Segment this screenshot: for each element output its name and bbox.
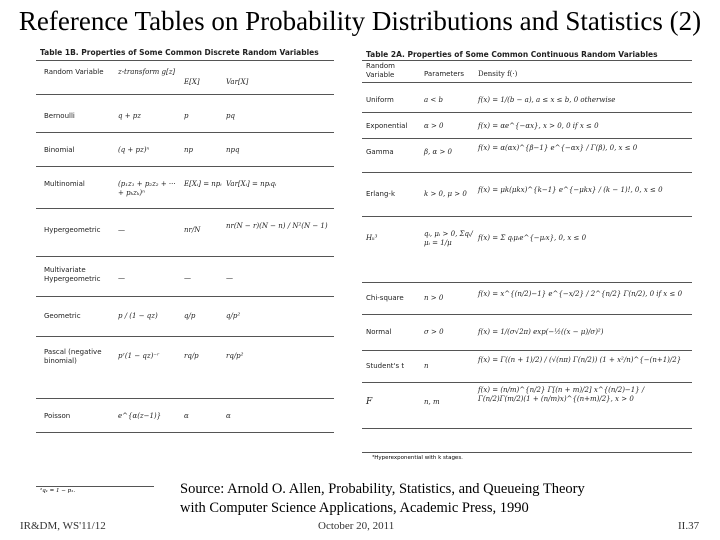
table-row-label: Student's t — [366, 362, 405, 370]
table-row-density: f(x) = 1/(σ√2π) exp(−½((x − μ)/σ)²) — [478, 328, 604, 336]
table-row-variance: q/p² — [226, 312, 241, 320]
table-row-variance: npq — [226, 146, 240, 154]
table-row-label: F — [366, 397, 373, 407]
table-row-transform: e^{α(z−1)} — [118, 412, 162, 420]
table-row-params: σ > 0 — [424, 328, 444, 336]
table-row-params: n, m — [424, 398, 440, 406]
source-line-2: with Computer Science Applications, Academic Press, 1990 — [180, 500, 529, 516]
header-variance: Var[X] — [226, 78, 249, 86]
table-row-params: a < b — [424, 96, 443, 104]
header-random-variable: Random Variable — [366, 62, 395, 79]
table-row-params: n > 0 — [424, 294, 444, 302]
table-row-label: Bernoulli — [44, 112, 75, 120]
table-row-mean: α — [184, 412, 189, 420]
header-z-transform: z-transform g[z] — [118, 68, 176, 76]
table-row-label: Geometric — [44, 312, 81, 320]
table-1b-caption: Table 1B. Properties of Some Common Discrete Random Variables — [40, 48, 319, 57]
table-row-transform: (q + pz)ⁿ — [118, 146, 150, 154]
table-row-label: Binomial — [44, 146, 75, 154]
table-row-density: f(x) = μk(μkx)^{k−1} e^{−μkx} / (k − 1)!, 0, x ≤ 0 — [478, 186, 663, 194]
table-2a-caption: Table 2A. Properties of Some Common Continuous Random Variables — [366, 50, 658, 59]
table-row-params: β, α > 0 — [424, 148, 452, 156]
table-row-density: f(x) = α(αx)^{β−1} e^{−αx} / Γ(β), 0, x ≤ 0 — [478, 144, 638, 152]
table-row-label: Hypergeometric — [44, 226, 101, 234]
table-row-label: Poisson — [44, 412, 71, 420]
source-line-1: Source: Arnold O. Allen, Probability, Statistics, and Queueing Theory — [180, 481, 585, 497]
table-row-variance: pq — [226, 112, 235, 120]
table-row-density: f(x) = 1/(b − a), a ≤ x ≤ b, 0 otherwise — [478, 96, 616, 104]
table-row-label: Multivariate Hypergeometric — [44, 266, 101, 283]
table-row-label: Exponential — [366, 122, 408, 130]
table-row-mean: rq/p — [184, 352, 199, 360]
table-row-variance: α — [226, 412, 231, 420]
table-row-mean: np — [184, 146, 193, 154]
table-row-label: Uniform — [366, 96, 394, 104]
table-1b-footnote: ²q₁ = 1 − p₁. — [40, 488, 76, 494]
table-row-params: qᵢ, μᵢ > 0, Σqᵢ/μᵢ = 1/μ — [424, 230, 473, 247]
table-row-transform: p / (1 − qz) — [118, 312, 158, 320]
table-row-density: f(x) = x^{(n/2)−1} e^{−x/2} / 2^{n/2} Γ(n/2), 0 if x ≤ 0 — [478, 290, 683, 298]
table-row-transform: (p₁z₁ + p₂z₂ + ··· + pₖzₖ)ⁿ — [118, 180, 176, 197]
table-row-density: f(x) = (n/m)^{n/2} Γ[(n + m)/2] x^{(n/2)−1} / Γ(n/2)Γ(m/2)(1 + (n/m)x)^{(n+m)/2}, x > 0 — [478, 386, 645, 403]
table-row-mean: — — [184, 274, 191, 282]
table-row-mean: q/p — [184, 312, 196, 320]
footer-course: IR&DM, WS'11/12 — [20, 520, 106, 532]
table-row-mean: E[Xᵢ] = npᵢ — [184, 180, 222, 188]
table-row-mean: p — [184, 112, 189, 120]
footer-page-number: II.37 — [678, 520, 700, 532]
discrete-distributions-table — [36, 46, 334, 446]
table-2a-footnote: ³Hyperexponential with k stages. — [372, 455, 463, 461]
table-row-density: f(x) = Σ qᵢμᵢe^{−μᵢx}, 0, x ≤ 0 — [478, 234, 587, 242]
table-row-label: Multinomial — [44, 180, 85, 188]
table-row-variance: rq/p² — [226, 352, 244, 360]
table-row-label: Chi-square — [366, 294, 404, 302]
table-row-transform: pʳ(1 − qz)⁻ʳ — [118, 352, 160, 360]
header-parameters: Parameters — [424, 70, 465, 78]
source-citation — [180, 480, 585, 518]
table-row-density: f(x) = αe^{−αx}, x > 0, 0 if x ≤ 0 — [478, 122, 599, 130]
table-row-params: n — [424, 362, 429, 370]
header-density: Density f(·) — [478, 70, 518, 78]
table-row-variance: — — [226, 274, 233, 282]
table-row-params: α > 0 — [424, 122, 444, 130]
table-row-transform: — — [118, 274, 125, 282]
header-random-variable: Random Variable — [44, 68, 104, 76]
table-row-mean: nr/N — [184, 226, 201, 234]
table-row-variance: Var[Xᵢ] = npᵢqᵢ — [226, 180, 277, 188]
slide-title: Reference Tables on Probability Distributions and Statistics (2) — [18, 6, 702, 36]
footer-date: October 20, 2011 — [318, 520, 395, 532]
table-row-density: f(x) = Γ((n + 1)/2) / (√(nπ) Γ(n/2)) (1 + x²/n)^{−(n+1)/2} — [478, 356, 682, 364]
table-row-label: Hₖ³ — [366, 234, 378, 242]
table-row-transform: q + pz — [118, 112, 141, 120]
header-mean: E[X] — [184, 78, 200, 86]
footnote-divider — [36, 486, 154, 487]
table-row-label: Gamma — [366, 148, 394, 156]
table-row-label: Pascal (negative binomial) — [44, 348, 102, 365]
table-row-variance: nr(N − r)(N − n) / N²(N − 1) — [226, 222, 328, 230]
table-row-label: Erlang-k — [366, 190, 395, 198]
table-row-params: k > 0, μ > 0 — [424, 190, 467, 198]
table-row-label: Normal — [366, 328, 392, 336]
continuous-distributions-table — [362, 48, 692, 466]
table-row-transform: — — [118, 226, 125, 234]
